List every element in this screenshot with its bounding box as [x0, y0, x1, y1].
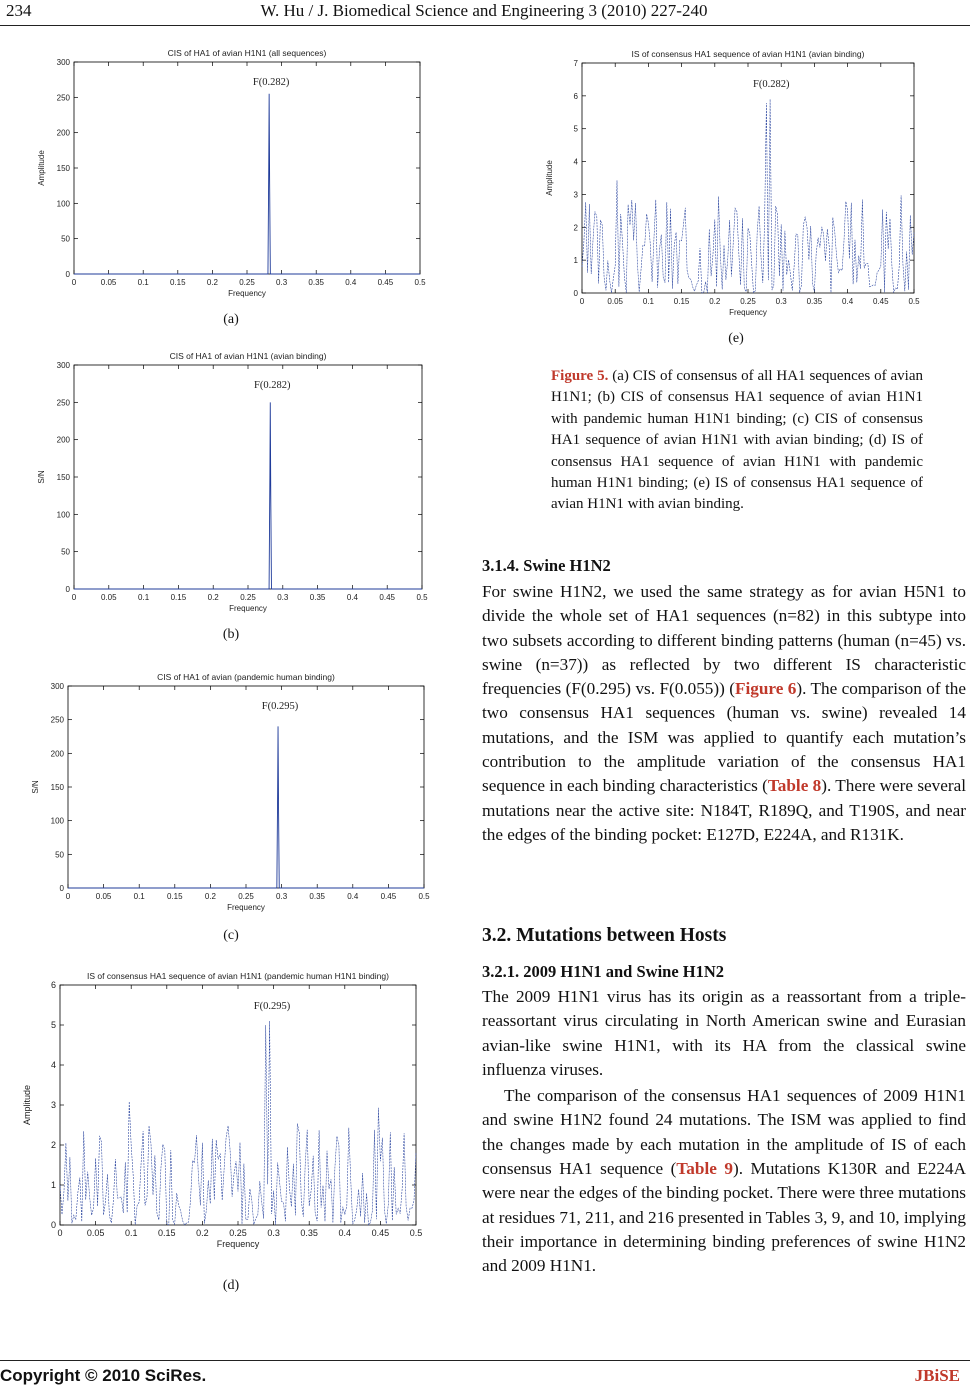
- x-tick-label: 0.35: [300, 1228, 318, 1238]
- y-tick-label: 50: [61, 234, 70, 244]
- x-tick-label: 0.1: [642, 297, 654, 306]
- y-tick-label: 1: [573, 256, 578, 266]
- y-tick-label: 100: [50, 816, 64, 826]
- page-number: 234: [6, 1, 32, 20]
- figure-5d-label: (d): [222, 1278, 240, 1293]
- figure-5d-plot: [22, 965, 442, 1260]
- header-rule: [0, 25, 970, 26]
- x-tick-label: 0.25: [239, 278, 255, 287]
- footer-rule: [0, 1360, 970, 1361]
- section-heading-3-1-4: 3.1.4. Swine H1N2: [482, 556, 611, 575]
- x-tick-label: 0.5: [409, 1228, 423, 1238]
- x-tick-label: 0.15: [170, 593, 187, 602]
- figure-5a-plot: [22, 44, 442, 299]
- y-axis-label: Amplitude: [37, 150, 46, 186]
- plot-frame: [68, 686, 424, 888]
- x-tick-label: 0.35: [309, 892, 325, 901]
- y-tick-label: 300: [56, 58, 70, 67]
- table-9-link[interactable]: Table 9: [676, 1159, 733, 1179]
- x-axis-label: Frequency: [216, 1239, 260, 1249]
- series-line: [60, 1021, 416, 1225]
- x-axis-label: Frequency: [229, 604, 267, 613]
- x-tick-label: 0.5: [418, 892, 430, 901]
- x-tick-label: 0.1: [124, 1228, 138, 1238]
- figure-5e-plot: [545, 44, 928, 319]
- table-8-link[interactable]: Table 8: [767, 776, 822, 796]
- x-tick-label: 0: [65, 892, 71, 901]
- x-tick-label: 0.1: [138, 593, 150, 602]
- x-tick-label: 0.5: [416, 593, 428, 602]
- x-tick-label: 0: [71, 593, 77, 602]
- x-tick-label: 0.05: [95, 892, 112, 901]
- journal-abbrev: JBiSE: [914, 1366, 960, 1385]
- figure-5c-plot: [22, 666, 442, 916]
- plot-frame: [74, 62, 420, 274]
- figure-5c-label: (c): [223, 928, 239, 943]
- figure-6-link[interactable]: Figure 6: [735, 679, 797, 699]
- series-line: [68, 726, 424, 888]
- y-tick-label: 6: [573, 91, 578, 101]
- x-tick-label: 0.4: [842, 297, 854, 306]
- y-tick-label: 4: [573, 157, 578, 167]
- x-tick-label: 0: [71, 278, 77, 287]
- y-tick-label: 150: [56, 164, 70, 173]
- y-tick-label: 3: [50, 1100, 56, 1110]
- peak-annotation: F(0.282): [252, 77, 290, 88]
- y-tick-label: 300: [50, 682, 64, 691]
- y-tick-label: 50: [61, 547, 70, 557]
- x-tick-label: 0.3: [267, 1228, 280, 1238]
- x-tick-label: 0.1: [133, 892, 145, 901]
- x-tick-label: 0.2: [709, 297, 721, 306]
- y-tick-label: 3: [573, 190, 578, 200]
- paragraph: For swine H1N2, we used the same strategy as for avian H5N1 to divide the whole set of HA1 sequences (n=82) in this subtype into two subsets according to different binding patterns (human (n=45) vs. swine (n=37)) as reflected by two different IS characteristic frequencies (F(0.295) vs. F(0.055)) (Figure 6). The comparison of the two consensus HA1 sequences (human vs. swine) revealed 14 mutations, and the ISM was applied to quantify each mutation’s contribution to the amplitude variation of the consensus HA1 sequence in each binding characteristics (Table 8). There were several mutations near the active site: N184T, R189Q, and T190S, and near the edges of the binding pocket: E127D, E224A, and R131K.: [482, 582, 966, 844]
- figure-caption: [551, 366, 923, 516]
- y-axis-label: Amplitude: [545, 160, 554, 196]
- plot-frame: [582, 63, 914, 293]
- x-tick-label: 0.35: [309, 593, 326, 602]
- x-tick-label: 0: [579, 297, 585, 306]
- y-tick-label: 0: [573, 289, 578, 298]
- x-tick-label: 0.35: [308, 278, 324, 287]
- y-tick-label: 200: [56, 435, 70, 445]
- y-tick-label: 50: [55, 850, 64, 860]
- figure-5b-label: (b): [222, 627, 240, 642]
- series-line: [74, 402, 422, 589]
- caption-text: (a) CIS of consensus of all HA1 sequences of avian H1N1; (b) CIS of consensus HA1 sequence of avian H1N1 with pandemic human H1N1 binding; (c) CIS of consensus HA1 sequence of avian H1N1 with avian binding; (d) IS of consensus HA1 sequence of avian H1N1 with pandemic human H1N1 binding; (e) IS of consensus HA1 sequence of avian H1N1 with avian binding.: [551, 368, 924, 513]
- x-tick-label: 0.25: [238, 892, 254, 901]
- x-tick-label: 0.25: [740, 297, 756, 306]
- y-axis-label: S/N: [31, 780, 40, 794]
- x-tick-label: 0.5: [908, 297, 920, 306]
- plot-frame: [74, 365, 422, 589]
- chart-title: CIS of HA1 of avian H1N1 (all sequences): [167, 48, 327, 58]
- y-tick-label: 5: [50, 1020, 56, 1030]
- peak-annotation: F(0.295): [261, 701, 299, 712]
- y-tick-label: 0: [65, 270, 70, 279]
- x-tick-label: 0.2: [196, 1228, 209, 1238]
- x-tick-label: 0.15: [673, 297, 690, 306]
- x-tick-label: 0.05: [86, 1228, 105, 1238]
- y-tick-label: 4: [50, 1060, 56, 1070]
- x-tick-label: 0.15: [158, 1228, 176, 1238]
- y-tick-label: 150: [50, 783, 64, 792]
- x-tick-label: 0.2: [207, 593, 219, 602]
- x-tick-label: 0.15: [170, 278, 186, 287]
- section-heading-3-2-1: 3.2.1. 2009 H1N1 and Swine H1N2: [482, 962, 725, 981]
- x-tick-label: 0.25: [229, 1228, 247, 1238]
- y-tick-label: 6: [50, 980, 56, 990]
- y-tick-label: 2: [50, 1140, 56, 1150]
- x-tick-label: 0.4: [338, 1228, 352, 1238]
- page-footer: [0, 1360, 970, 1385]
- x-tick-label: 0.45: [873, 297, 889, 306]
- peak-annotation: F(0.282): [753, 79, 790, 90]
- series-line: [74, 94, 420, 274]
- section-heading-3-2: 3.2. Mutations between Hosts: [482, 925, 727, 946]
- x-tick-label: 0.45: [377, 278, 394, 287]
- y-tick-label: 300: [56, 361, 70, 370]
- section-3-1-4-body: [482, 580, 966, 847]
- x-axis-label: Frequency: [227, 903, 265, 912]
- y-tick-label: 0: [65, 585, 70, 594]
- chart-title: IS of consensus HA1 sequence of avian H1N1 (pandemic human H1N1 binding): [87, 971, 389, 981]
- y-tick-label: 1: [50, 1180, 56, 1190]
- y-tick-label: 250: [50, 715, 64, 725]
- y-tick-label: 200: [56, 128, 70, 138]
- paragraph: The comparison of the consensus HA1 sequences of 2009 H1N1 and swine H1N2 found 24 mutations. The ISM was applied to find the changes made by each mutation in the amplitude of IS of each consensus HA1 sequence (Table 9). Mutations K130R and E224A were near the edges of the binding pocket. There were three mutations at residues 71, 211, and 216 presented in Tables 3, 9, and 10, implying their importance in determining binding preferences of swine H1N2 and 2009 H1N1.: [482, 1086, 967, 1276]
- figure-5b-plot: [22, 346, 442, 616]
- series-line: [582, 99, 914, 293]
- x-tick-label: 0.2: [204, 892, 216, 901]
- x-tick-label: 0.2: [206, 278, 218, 287]
- y-axis-label: S/N: [37, 470, 46, 484]
- y-tick-label: 150: [56, 473, 70, 482]
- x-tick-label: 0.25: [240, 593, 256, 602]
- y-tick-label: 0: [50, 1220, 56, 1230]
- x-tick-label: 0.05: [607, 297, 623, 306]
- x-tick-label: 0.5: [414, 278, 426, 287]
- section-3-2-1-body: [482, 985, 966, 1279]
- y-axis-label: Amplitude: [22, 1084, 32, 1126]
- chart-title: CIS of HA1 of avian H1N1 (avian binding): [169, 351, 327, 361]
- y-tick-label: 5: [573, 124, 578, 134]
- x-tick-label: 0.3: [277, 593, 289, 602]
- x-tick-label: 0.3: [276, 278, 288, 287]
- x-tick-label: 0.35: [806, 297, 823, 306]
- x-tick-label: 0.3: [276, 892, 288, 901]
- y-tick-label: 250: [56, 93, 70, 103]
- paragraph: The 2009 H1N1 virus has its origin as a reassortant from a triple-reassortant virus circulating in North American swine and Eurasian avian-like swine H1N1, with its HA from the classical swine influenza viruses.: [482, 987, 966, 1079]
- x-tick-label: 0.05: [101, 593, 117, 602]
- x-tick-label: 0.3: [775, 297, 787, 306]
- x-tick-label: 0.4: [346, 593, 358, 602]
- chart-title: IS of consensus HA1 sequence of avian H1N1 (avian binding): [631, 49, 865, 59]
- y-tick-label: 100: [56, 510, 70, 520]
- figure-5a-label: (a): [223, 312, 239, 327]
- peak-annotation: F(0.282): [254, 380, 291, 391]
- x-axis-label: Frequency: [228, 289, 266, 298]
- caption-label: Figure 5.: [551, 368, 609, 384]
- x-tick-label: 0.4: [347, 892, 359, 901]
- figure-5e-label: (e): [728, 331, 744, 346]
- running-title: W. Hu / J. Biomedical Science and Engineering 3 (2010) 227-240: [260, 1, 708, 20]
- y-tick-label: 200: [50, 749, 64, 759]
- page-header: [6, 1, 962, 23]
- x-tick-label: 0.45: [379, 593, 395, 602]
- x-tick-label: 0.05: [100, 278, 117, 287]
- y-tick-label: 100: [56, 199, 70, 209]
- y-tick-label: 2: [573, 223, 578, 233]
- x-tick-label: 0.45: [371, 1228, 390, 1238]
- x-tick-label: 0.1: [137, 278, 149, 287]
- x-tick-label: 0: [57, 1228, 63, 1238]
- x-axis-label: Frequency: [729, 308, 767, 317]
- peak-annotation: F(0.295): [253, 1001, 291, 1012]
- x-tick-label: 0.45: [380, 892, 397, 901]
- y-tick-label: 0: [59, 884, 64, 893]
- copyright: Copyright © 2010 SciRes.: [0, 1366, 207, 1385]
- y-tick-label: 250: [56, 398, 70, 408]
- x-tick-label: 0.4: [345, 278, 357, 287]
- chart-title: CIS of HA1 of avian (pandemic human binding): [157, 672, 335, 682]
- y-tick-label: 7: [573, 59, 578, 68]
- x-tick-label: 0.15: [167, 892, 183, 901]
